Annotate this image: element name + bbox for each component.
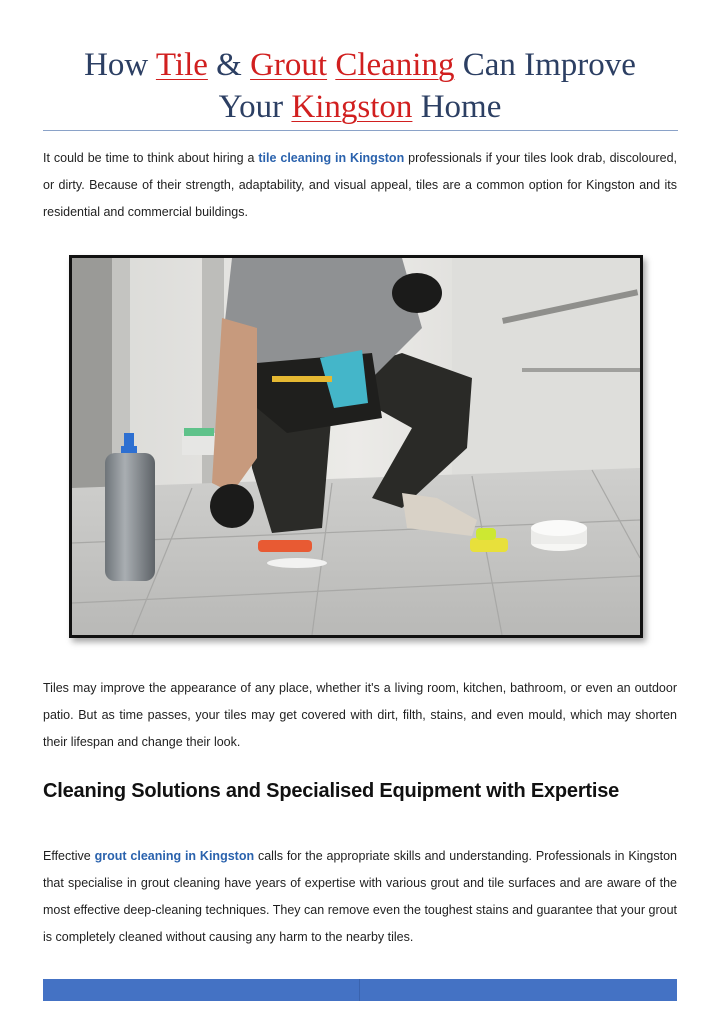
section-heading: Cleaning Solutions and Specialised Equipment with Expertise: [43, 780, 620, 802]
title-keyword-cleaning[interactable]: Cleaning: [335, 47, 455, 83]
title-word: Your: [218, 89, 284, 125]
title-word: Can Improve: [462, 47, 636, 83]
intro-paragraph: [43, 145, 677, 226]
section-text-after: calls for the appropriate skills and understanding. Professionals in Kingston that specialise in grout cleaning have years of expertise with various grout and tile surfaces and are aware of the most effective deep-cleaning techniques. They can remove even the toughest stains and guarantee that your grout is completely cleaned without causing any harm to the nearby tiles.: [43, 849, 677, 944]
title-word: How: [84, 47, 149, 83]
cleaning-photo: [69, 255, 643, 638]
page-title: [0, 44, 720, 128]
title-word: &: [216, 47, 242, 83]
footer-divider: [359, 979, 360, 1001]
title-keyword-kingston[interactable]: Kingston: [291, 89, 413, 125]
title-keyword-grout[interactable]: Grout: [250, 47, 328, 83]
title-divider: [43, 130, 678, 131]
title-keyword-tile[interactable]: Tile: [155, 47, 208, 83]
intro-text-before: It could be time to think about hiring a: [43, 151, 255, 165]
cleaning-photo-illustration: [72, 258, 640, 635]
footer-bar: [43, 979, 677, 1001]
grout-cleaning-link[interactable]: grout cleaning in Kingston: [94, 849, 255, 863]
intro-text-after: professionals if your tiles look drab, discoloured, or dirty. Because of their strength, adaptability, and visual appeal, tiles are a common option for Kingston and its residential and commercial buildings.: [43, 151, 677, 219]
tile-cleaning-link[interactable]: tile cleaning in Kingston: [258, 151, 405, 165]
section-text-before: Effective: [43, 849, 91, 863]
expertise-paragraph: [43, 843, 677, 951]
appearance-paragraph: Tiles may improve the appearance of any place, whether it's a living room, kitchen, bathroom, or even an outdoor patio. But as time passes, your tiles may get covered with dirt, filth, stains, and even mould, which may shorten their lifespan and change their look.: [43, 681, 677, 749]
title-word: Home: [420, 89, 502, 125]
